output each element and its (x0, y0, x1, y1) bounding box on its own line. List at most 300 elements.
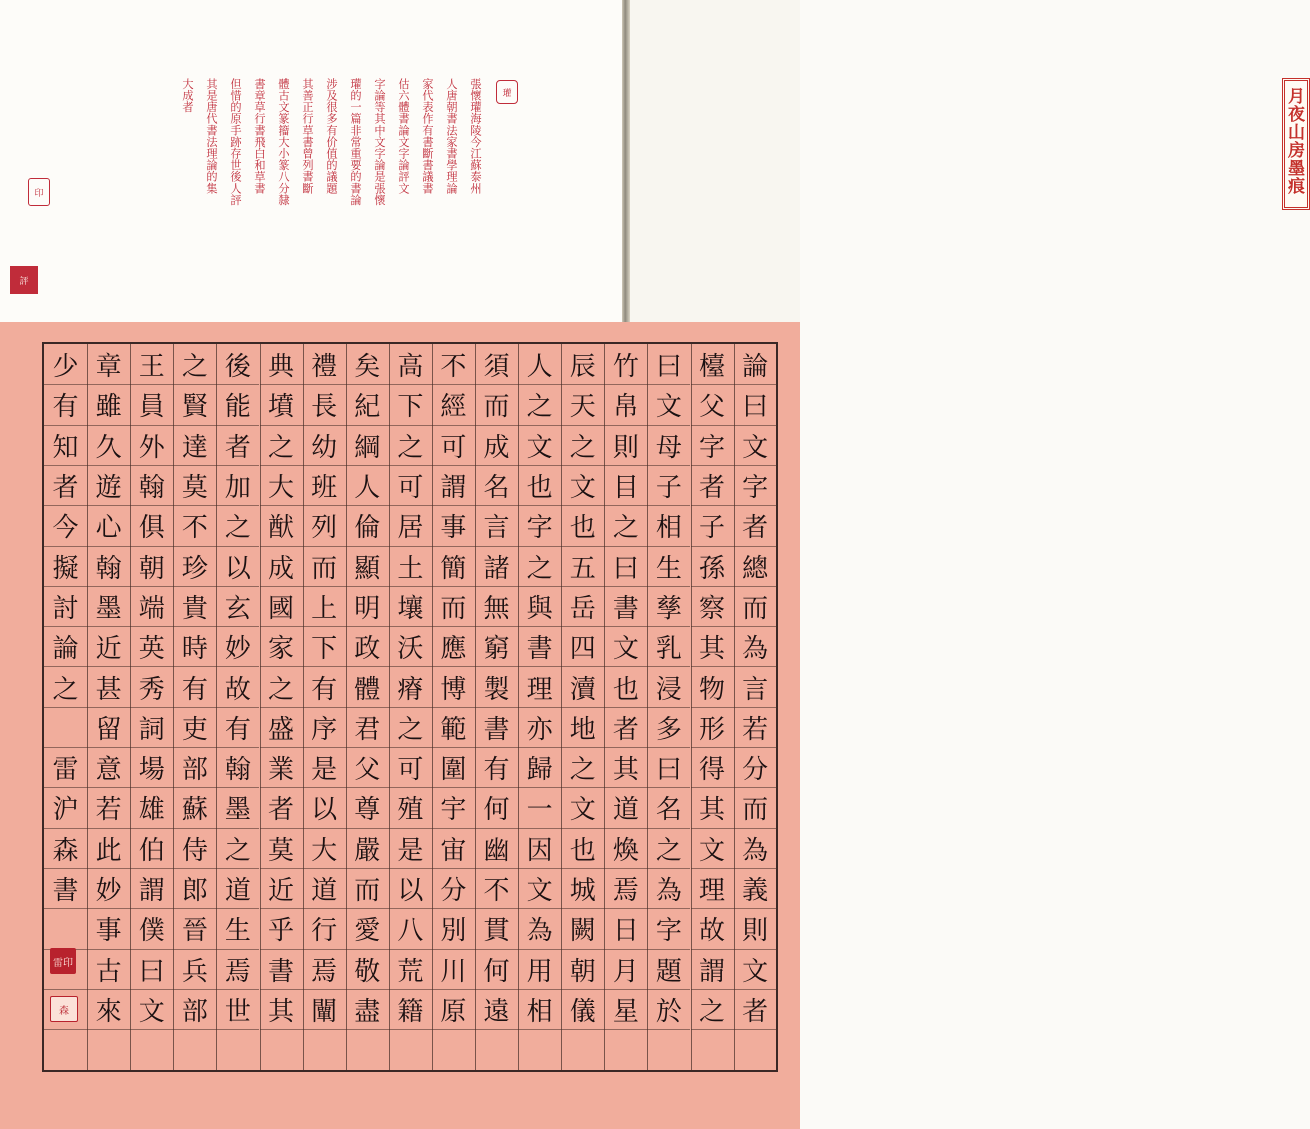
column-divider (647, 344, 648, 1070)
character-cell: 知 (44, 425, 87, 465)
inscription-column: 估六體書論文字論評文 (397, 78, 410, 194)
character-cell: 壤 (389, 586, 432, 626)
character-cell: 是 (389, 828, 432, 868)
character-cell: 與 (518, 586, 561, 626)
column-divider (734, 344, 735, 1070)
character-cell: 君 (346, 707, 389, 747)
inscription-column: 字論等其中文字論是張懷 (373, 78, 386, 206)
character-cell: 瀆 (561, 666, 604, 706)
character-cell: 總 (734, 546, 777, 586)
character-cell: 場 (130, 747, 173, 787)
character-cell: 序 (303, 707, 346, 747)
character-cell: 須 (483, 351, 510, 382)
character-cell: 經 (432, 384, 475, 424)
character-cell: 體 (346, 666, 389, 706)
character-cell: 其 (260, 989, 303, 1029)
character-cell: 妙 (87, 868, 130, 908)
character-cell: 日 (604, 908, 647, 948)
character-cell: 子 (691, 505, 734, 545)
character-cell: 列 (303, 505, 346, 545)
character-cell: 相 (518, 989, 561, 1029)
character-cell: 有 (475, 747, 518, 787)
character-cell: 焉 (604, 868, 647, 908)
character-cell: 地 (561, 707, 604, 747)
character-cell: 之 (389, 425, 432, 465)
character-cell: 製 (475, 666, 518, 706)
character-cell (518, 1029, 561, 1069)
character-cell: 甚 (87, 666, 130, 706)
character-cell: 書 (518, 626, 561, 666)
character-cell (130, 1029, 173, 1069)
character-cell: 文 (734, 949, 777, 989)
character-cell: 班 (303, 465, 346, 505)
text-column (647, 344, 690, 1070)
character-cell: 兵 (173, 949, 216, 989)
character-cell: 為 (647, 868, 690, 908)
character-cell: 侍 (173, 828, 216, 868)
character-cell: 理 (518, 666, 561, 706)
character-cell: 業 (260, 747, 303, 787)
column-divider (691, 344, 692, 1070)
character-cell: 者 (691, 465, 734, 505)
character-cell: 孳 (647, 586, 690, 626)
character-cell: 近 (260, 868, 303, 908)
character-cell: 珍 (173, 546, 216, 586)
column-divider (518, 344, 519, 1070)
character-cell: 國 (260, 586, 303, 626)
character-cell: 長 (303, 384, 346, 424)
character-cell (389, 1029, 432, 1069)
seal-inscription-top: 瓘 (496, 80, 518, 104)
character-cell: 有 (303, 666, 346, 706)
text-column (389, 344, 432, 1070)
character-cell: 之 (260, 666, 303, 706)
character-cell: 諸 (475, 546, 518, 586)
character-cell: 高 (397, 351, 424, 382)
character-cell: 大 (260, 465, 303, 505)
character-cell: 倫 (346, 505, 389, 545)
inscription-column: 大成者 (181, 78, 194, 113)
character-cell: 敬 (346, 949, 389, 989)
character-cell: 其 (604, 747, 647, 787)
character-cell: 文 (734, 425, 777, 465)
character-cell: 論 (44, 626, 87, 666)
character-cell: 也 (561, 505, 604, 545)
character-cell: 為 (734, 828, 777, 868)
character-cell: 王 (138, 351, 165, 382)
text-column (734, 344, 777, 1070)
character-cell: 別 (432, 908, 475, 948)
character-cell: 不 (440, 351, 467, 382)
character-cell: 可 (389, 747, 432, 787)
character-cell: 森 (44, 828, 87, 868)
text-column (691, 344, 734, 1070)
character-cell: 下 (389, 384, 432, 424)
character-cell: 父 (346, 747, 389, 787)
character-cell: 而 (303, 546, 346, 586)
character-cell: 一 (518, 787, 561, 827)
text-column (87, 344, 130, 1070)
character-cell: 目 (604, 465, 647, 505)
character-cell: 心 (87, 505, 130, 545)
character-cell: 翰 (216, 747, 259, 787)
character-cell: 道 (303, 868, 346, 908)
character-cell: 也 (604, 666, 647, 706)
character-cell: 留 (87, 707, 130, 747)
signature-seal-2: 森 (50, 996, 78, 1022)
character-cell: 以 (303, 787, 346, 827)
character-cell: 岳 (561, 586, 604, 626)
character-cell: 名 (475, 465, 518, 505)
character-cell: 月 (604, 949, 647, 989)
column-divider (87, 344, 88, 1070)
character-cell: 翰 (130, 465, 173, 505)
character-cell: 墨 (87, 586, 130, 626)
text-column (216, 344, 259, 1070)
character-cell: 之 (44, 666, 87, 706)
character-cell (432, 1029, 475, 1069)
character-cell (303, 1029, 346, 1069)
character-cell: 綱 (346, 425, 389, 465)
character-cell: 成 (260, 546, 303, 586)
character-cell: 端 (130, 586, 173, 626)
character-cell: 何 (475, 949, 518, 989)
character-cell: 尊 (346, 787, 389, 827)
character-cell: 何 (475, 787, 518, 827)
character-cell: 察 (691, 586, 734, 626)
character-cell: 之 (691, 989, 734, 1029)
character-cell: 禮 (311, 351, 338, 382)
character-cell: 理 (691, 868, 734, 908)
character-cell: 意 (87, 747, 130, 787)
character-cell: 章 (95, 351, 122, 382)
text-column (561, 344, 604, 1070)
character-cell: 妙 (216, 626, 259, 666)
character-cell: 之 (518, 384, 561, 424)
character-cell: 城 (561, 868, 604, 908)
character-cell: 若 (87, 787, 130, 827)
character-cell: 貴 (173, 586, 216, 626)
character-cell: 物 (691, 666, 734, 706)
character-cell: 書 (44, 868, 87, 908)
inscription-column: 涉及很多有价值的議題 (325, 78, 338, 194)
character-cell: 墨 (216, 787, 259, 827)
character-cell: 之 (181, 351, 208, 382)
character-cell: 幽 (475, 828, 518, 868)
title-panel (630, 0, 1304, 322)
text-column (303, 344, 346, 1070)
character-cell (691, 1029, 734, 1069)
character-cell: 五 (561, 546, 604, 586)
character-cell: 闡 (303, 989, 346, 1029)
character-cell: 遊 (87, 465, 130, 505)
character-cell: 此 (87, 828, 130, 868)
character-cell: 應 (432, 626, 475, 666)
character-cell (734, 1029, 777, 1069)
column-divider (173, 344, 174, 1070)
character-cell: 其 (691, 787, 734, 827)
character-cell: 字 (647, 908, 690, 948)
character-cell: 荒 (389, 949, 432, 989)
character-cell: 也 (518, 465, 561, 505)
character-cell: 莫 (260, 828, 303, 868)
character-cell: 古 (87, 949, 130, 989)
text-column (130, 344, 173, 1070)
character-cell: 分 (734, 747, 777, 787)
character-cell: 多 (647, 707, 690, 747)
character-cell: 故 (691, 908, 734, 948)
character-cell: 矣 (354, 351, 381, 382)
character-cell: 來 (87, 989, 130, 1029)
character-cell: 乎 (260, 908, 303, 948)
inscription-column: 其善正行草書曾列書斷 (301, 78, 314, 194)
character-cell: 無 (475, 586, 518, 626)
character-cell: 部 (173, 989, 216, 1029)
character-cell: 郎 (173, 868, 216, 908)
seal-leisure: 印 (28, 178, 50, 206)
character-cell: 故 (216, 666, 259, 706)
character-cell: 文 (518, 868, 561, 908)
character-cell: 能 (216, 384, 259, 424)
character-cell: 也 (561, 828, 604, 868)
inscription-column: 但惜的原手跡存世後人評 (229, 78, 242, 206)
character-cell: 窮 (475, 626, 518, 666)
character-cell: 道 (216, 868, 259, 908)
character-cell: 明 (346, 586, 389, 626)
character-cell: 擬 (44, 546, 87, 586)
character-cell: 而 (346, 868, 389, 908)
character-cell: 相 (647, 505, 690, 545)
book-spine (622, 0, 630, 322)
character-cell: 曰 (655, 351, 682, 382)
character-cell: 以 (216, 546, 259, 586)
character-cell: 曰 (734, 384, 777, 424)
character-cell: 者 (216, 425, 259, 465)
character-cell: 下 (303, 626, 346, 666)
text-column (432, 344, 475, 1070)
character-cell: 外 (130, 425, 173, 465)
character-cell: 盛 (260, 707, 303, 747)
character-cell: 形 (691, 707, 734, 747)
character-cell: 者 (604, 707, 647, 747)
character-cell: 得 (691, 747, 734, 787)
column-divider (346, 344, 347, 1070)
character-cell: 今 (44, 505, 87, 545)
character-cell: 人 (346, 465, 389, 505)
character-cell: 帛 (604, 384, 647, 424)
character-cell: 文 (561, 787, 604, 827)
character-cell: 川 (432, 949, 475, 989)
calligraphy-grid (42, 342, 778, 1072)
character-cell: 殖 (389, 787, 432, 827)
column-divider (561, 344, 562, 1070)
character-cell: 書 (475, 707, 518, 747)
character-cell: 籍 (389, 989, 432, 1029)
character-cell: 愛 (346, 908, 389, 948)
character-cell: 紀 (346, 384, 389, 424)
character-cell: 達 (173, 425, 216, 465)
character-cell (216, 1029, 259, 1069)
character-cell (44, 707, 87, 747)
character-cell: 典 (268, 351, 295, 382)
character-cell (173, 1029, 216, 1069)
character-cell: 若 (734, 707, 777, 747)
character-cell: 為 (518, 908, 561, 948)
character-cell: 文 (518, 425, 561, 465)
character-cell: 而 (432, 586, 475, 626)
character-cell: 謂 (691, 949, 734, 989)
character-cell: 而 (734, 787, 777, 827)
character-cell: 之 (518, 546, 561, 586)
text-column (346, 344, 389, 1070)
character-cell: 者 (260, 787, 303, 827)
character-cell: 為 (734, 626, 777, 666)
character-cell: 曰 (647, 747, 690, 787)
character-cell (604, 1029, 647, 1069)
column-divider (432, 344, 433, 1070)
character-cell (87, 1029, 130, 1069)
character-cell (561, 1029, 604, 1069)
character-cell: 後 (224, 351, 251, 382)
character-cell: 四 (561, 626, 604, 666)
character-cell: 員 (130, 384, 173, 424)
character-cell: 之 (216, 828, 259, 868)
inscription-column: 家代表作有書斷書議書 (421, 78, 434, 194)
character-cell: 生 (216, 908, 259, 948)
character-cell: 八 (389, 908, 432, 948)
inscription-column: 書章草行書飛白和草書 (253, 78, 266, 194)
character-cell: 其 (691, 626, 734, 666)
character-cell: 言 (475, 505, 518, 545)
character-cell: 詞 (130, 707, 173, 747)
character-cell: 之 (216, 505, 259, 545)
character-cell: 書 (260, 949, 303, 989)
character-cell: 英 (130, 626, 173, 666)
character-cell: 盡 (346, 989, 389, 1029)
character-cell: 文 (130, 989, 173, 1029)
character-cell: 乳 (647, 626, 690, 666)
character-cell (346, 1029, 389, 1069)
character-cell: 莫 (173, 465, 216, 505)
character-cell: 字 (691, 425, 734, 465)
character-cell: 則 (734, 908, 777, 948)
character-cell: 簡 (432, 546, 475, 586)
character-cell: 墳 (260, 384, 303, 424)
character-cell: 煥 (604, 828, 647, 868)
character-cell: 有 (173, 666, 216, 706)
text-column (260, 344, 303, 1070)
character-cell: 雖 (87, 384, 130, 424)
character-cell: 檯 (699, 351, 726, 382)
character-cell: 幼 (303, 425, 346, 465)
character-cell: 博 (432, 666, 475, 706)
character-cell: 字 (518, 505, 561, 545)
character-cell: 分 (432, 868, 475, 908)
character-cell: 浸 (647, 666, 690, 706)
character-cell: 曰 (130, 949, 173, 989)
character-cell: 晉 (173, 908, 216, 948)
character-cell: 沪 (44, 787, 87, 827)
character-cell: 道 (604, 787, 647, 827)
character-cell: 謂 (130, 868, 173, 908)
character-cell: 事 (432, 505, 475, 545)
character-cell: 謂 (432, 465, 475, 505)
character-cell: 儀 (561, 989, 604, 1029)
character-cell: 生 (647, 546, 690, 586)
character-cell: 人 (526, 351, 553, 382)
character-cell: 而 (734, 586, 777, 626)
character-cell: 居 (389, 505, 432, 545)
character-cell: 顯 (346, 546, 389, 586)
character-cell: 之 (561, 425, 604, 465)
character-cell: 因 (518, 828, 561, 868)
column-divider (260, 344, 261, 1070)
column-divider (130, 344, 131, 1070)
character-cell: 題 (647, 949, 690, 989)
title-label (1282, 78, 1310, 210)
character-cell: 歸 (518, 747, 561, 787)
signature-seal-1: 雷印 (50, 948, 76, 974)
inscription-column: 體古文篆籀大小篆八分隸 (277, 78, 290, 206)
character-cell: 賢 (173, 384, 216, 424)
character-cell: 而 (475, 384, 518, 424)
character-cell: 文 (561, 465, 604, 505)
character-cell: 者 (44, 465, 87, 505)
text-column (604, 344, 647, 1070)
text-column (173, 344, 216, 1070)
text-column (518, 344, 561, 1070)
character-cell: 家 (260, 626, 303, 666)
character-cell: 焉 (216, 949, 259, 989)
character-cell: 孫 (691, 546, 734, 586)
character-cell: 不 (475, 868, 518, 908)
character-cell: 文 (691, 828, 734, 868)
inscription-column: 張懷瓘海陵今江蘇泰州 (469, 78, 482, 194)
character-cell: 論 (742, 351, 769, 382)
character-cell: 雷 (44, 747, 87, 787)
character-cell: 僕 (130, 908, 173, 948)
character-cell: 亦 (518, 707, 561, 747)
page-title: 月夜山房墨痕 (1284, 87, 1304, 195)
character-cell: 吏 (173, 707, 216, 747)
character-cell: 焉 (303, 949, 346, 989)
character-cell: 土 (389, 546, 432, 586)
character-cell: 宙 (432, 828, 475, 868)
character-cell: 朝 (130, 546, 173, 586)
character-cell: 大 (303, 828, 346, 868)
inscription-column: 人唐朝書法家書學理論 (445, 78, 458, 194)
character-cell: 雄 (130, 787, 173, 827)
character-cell: 天 (561, 384, 604, 424)
seal-name: 評 (10, 266, 38, 294)
character-cell: 之 (260, 425, 303, 465)
character-cell: 猷 (260, 505, 303, 545)
character-cell: 可 (432, 425, 475, 465)
character-cell: 朝 (561, 949, 604, 989)
character-cell: 書 (604, 586, 647, 626)
character-cell: 時 (173, 626, 216, 666)
character-cell: 加 (216, 465, 259, 505)
character-cell: 有 (44, 384, 87, 424)
character-cell (260, 1029, 303, 1069)
character-cell: 星 (604, 989, 647, 1029)
character-cell (44, 908, 87, 948)
character-cell: 近 (87, 626, 130, 666)
character-cell: 者 (734, 989, 777, 1029)
character-cell: 政 (346, 626, 389, 666)
column-divider (604, 344, 605, 1070)
character-cell (475, 1029, 518, 1069)
